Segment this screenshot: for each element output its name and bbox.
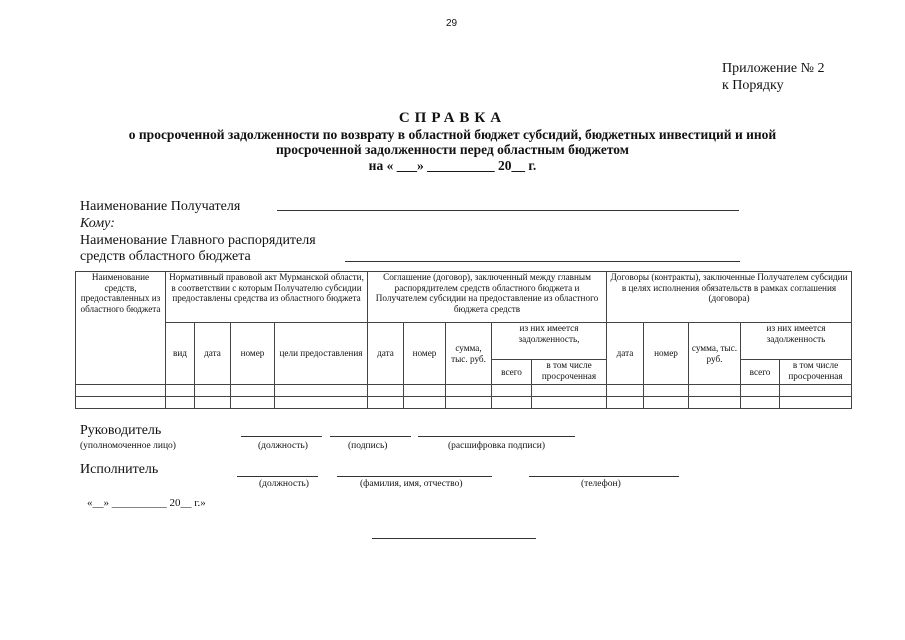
table-row bbox=[76, 385, 852, 397]
executor-fio-caption: (фамилия, имя, отчество) bbox=[360, 479, 463, 489]
executor-phone-line bbox=[529, 476, 679, 477]
manager-label-line2: средств областного бюджета bbox=[80, 249, 251, 264]
manager-line bbox=[345, 261, 740, 262]
manager-label-line1: Наименование Главного распорядителя bbox=[80, 233, 316, 248]
header-act-vid: вид bbox=[166, 323, 195, 385]
header-agreement: Соглашение (договор), заключенный между главным распорядителем средств областного бюджета и Получателем субсидии на предоставление из областного бюджета средств bbox=[368, 272, 607, 323]
recipient-label: Наименование Получателя bbox=[80, 199, 241, 214]
header-name: Наименование средств, предоставленных из областного бюджета bbox=[76, 272, 166, 385]
header-act-purpose: цели предоставления bbox=[275, 323, 368, 385]
executor-position-caption: (должность) bbox=[259, 479, 309, 489]
signature-date: «__» __________ 20__ г.» bbox=[87, 497, 206, 509]
footer-rule bbox=[372, 538, 536, 539]
title-line2: просроченной задолженности перед областным бюджетом bbox=[275, 142, 629, 157]
head-position-line bbox=[241, 436, 322, 437]
to-label: Кому: bbox=[80, 216, 115, 231]
title-line1: о просроченной задолженности по возврату в областной бюджет субсидий, бюджетных инвестиций и иной bbox=[128, 126, 777, 142]
header-act-date: дата bbox=[195, 323, 231, 385]
header-contracts: Договоры (контракты), заключенные Получателем субсидии в целях исполнения обязательств в рамках соглашения (договора) bbox=[607, 272, 852, 323]
executor-label: Исполнитель bbox=[80, 462, 159, 477]
appendix-line1: Приложение № 2 bbox=[722, 61, 825, 76]
page-number: 29 bbox=[446, 18, 458, 29]
header-agreement-date: дата bbox=[368, 323, 404, 385]
title-date: на « ___» __________ 20__ г. bbox=[368, 157, 537, 173]
header-act: Нормативный правовой акт Мурманской области, в соответствии с которым Получателю субсидии предоставлены средства из областного бюджета bbox=[166, 272, 368, 323]
head-decoding-caption: (расшифровка подписи) bbox=[448, 441, 545, 451]
document-title bbox=[0, 111, 905, 173]
header-agreement-total: всего bbox=[492, 360, 532, 385]
executor-position-line bbox=[237, 476, 318, 477]
head-label: Руководитель bbox=[80, 423, 162, 438]
header-contract-total: всего bbox=[741, 360, 780, 385]
head-position-caption: (должность) bbox=[258, 441, 308, 451]
header-contract-sum: сумма, тыс. руб. bbox=[689, 323, 741, 385]
header-agreement-debt: из них имеется задолженность, bbox=[492, 323, 607, 360]
executor-phone-caption: (телефон) bbox=[581, 479, 621, 489]
appendix-line2: к Порядку bbox=[722, 78, 784, 93]
appendix-note bbox=[722, 60, 825, 94]
header-contract-number: номер bbox=[644, 323, 689, 385]
header-agreement-number: номер bbox=[404, 323, 446, 385]
head-decoding-line bbox=[418, 436, 575, 437]
header-act-number: номер bbox=[231, 323, 275, 385]
executor-fio-line bbox=[337, 476, 492, 477]
recipient-line bbox=[277, 210, 739, 211]
table-row bbox=[76, 397, 852, 409]
header-contract-date: дата bbox=[607, 323, 644, 385]
title-main: СПРАВКА bbox=[398, 110, 507, 126]
head-signature-caption: (подпись) bbox=[348, 441, 388, 451]
header-contract-overdue: в том числе просроченная bbox=[780, 360, 852, 385]
debt-table bbox=[75, 271, 852, 409]
head-signature-line bbox=[330, 436, 411, 437]
header-contract-debt: из них имеется задолженность bbox=[741, 323, 852, 360]
header-agreement-sum: сумма, тыс. руб. bbox=[446, 323, 492, 385]
header-agreement-overdue: в том числе просроченная bbox=[532, 360, 607, 385]
head-sublabel: (уполномоченное лицо) bbox=[80, 441, 176, 451]
